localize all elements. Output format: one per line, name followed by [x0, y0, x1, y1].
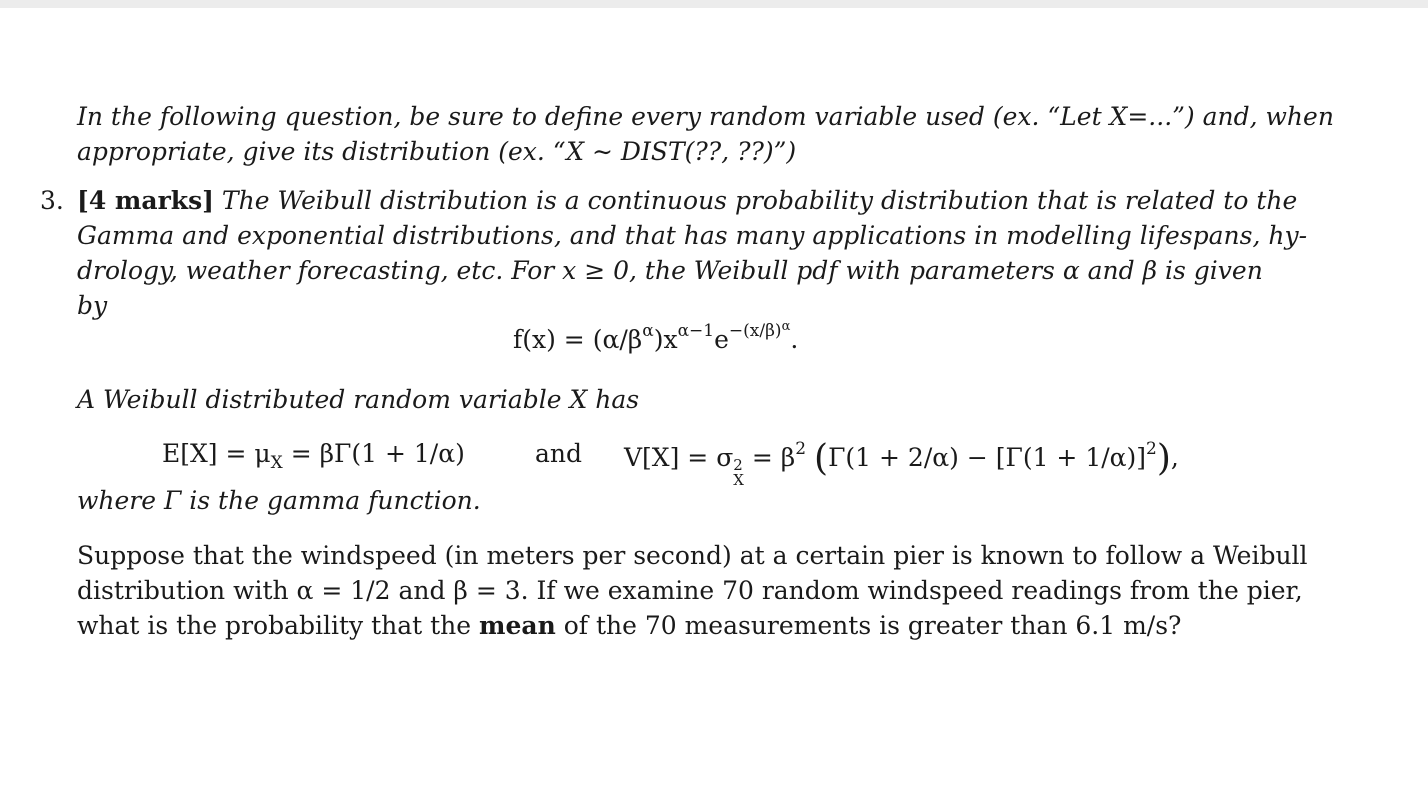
para-mean-bold: mean [479, 611, 556, 640]
pdf-sup-exp-alpha: α [781, 319, 791, 334]
question-line-2: Gamma and exponential distributions, and that has many applications in modelling lifespans, hy- [77, 221, 1308, 250]
var-sup2: 2 [795, 439, 807, 459]
where-line: where Γ is the gamma function. [77, 486, 481, 515]
question-number: 3. [40, 186, 64, 215]
pdf-sup-exponent: α−1 [677, 321, 715, 341]
para-line-1: Suppose that the windspeed (in meters per second) at a certain pier is known to follow a Weibull [77, 541, 1308, 570]
para-line-3-b: of the 70 measurements is greater than 6.1 m/s? [555, 611, 1182, 640]
question-line-4: by [77, 291, 108, 320]
pdf-sup-alpha: α [642, 321, 654, 341]
var-text-c: Γ(1 + 2/α) − [Γ(1 + 1/α)] [828, 443, 1147, 472]
var-paren-open: ( [814, 438, 829, 479]
pdf-mid: )x [653, 325, 678, 354]
mean-formula [162, 439, 465, 473]
var-sup: 2 [733, 456, 743, 474]
question-line-1-text: The Weibull distribution is a continuous probability distribution that is related to the [213, 186, 1298, 215]
mean-text-b: = βΓ(1 + 1/α) [282, 439, 465, 468]
para-line-3-a: what is the probability that the [77, 611, 480, 640]
question-line-1 [77, 188, 1297, 213]
question-line-3: drology, weather forecasting, etc. For x ≥ 0, the Weibull pdf with parameters α and β is given [77, 256, 1263, 285]
var-sub: X [733, 471, 744, 489]
var-sup3: 2 [1146, 439, 1157, 459]
and-word: and [535, 439, 583, 468]
top-border [0, 0, 1428, 8]
para-line-2: distribution with α = 1/2 and β = 3. If we examine 70 random windspeed readings from the pier, [77, 576, 1303, 605]
para-line-3 [77, 613, 1181, 638]
var-comma: , [1170, 443, 1179, 472]
variance-formula [624, 438, 1179, 489]
mean-text-a: E[X] = μ [162, 439, 271, 468]
pdf-formula [513, 319, 799, 354]
var-paren-close: ) [1156, 438, 1171, 479]
mean-sub: X [270, 453, 283, 473]
pdf-end: . [790, 325, 799, 354]
marks-label: [4 marks] [77, 186, 214, 215]
pdf-e: e [714, 325, 729, 354]
weibull-line: A Weibull distributed random variable X has [77, 385, 640, 414]
intro-line-2: appropriate, give its distribution (ex. “X ∼ DIST(??, ??)”) [77, 137, 797, 166]
pdf-lhs: f(x) = (α/β [513, 325, 643, 354]
var-text-b: = β [743, 443, 796, 472]
pdf-sup-exp-base: −(x/β) [728, 321, 782, 341]
var-text-a: V[X] = σ [624, 443, 734, 472]
intro-line-1: In the following question, be sure to define every random variable used (ex. “Let X=...”) and, when [77, 102, 1334, 131]
